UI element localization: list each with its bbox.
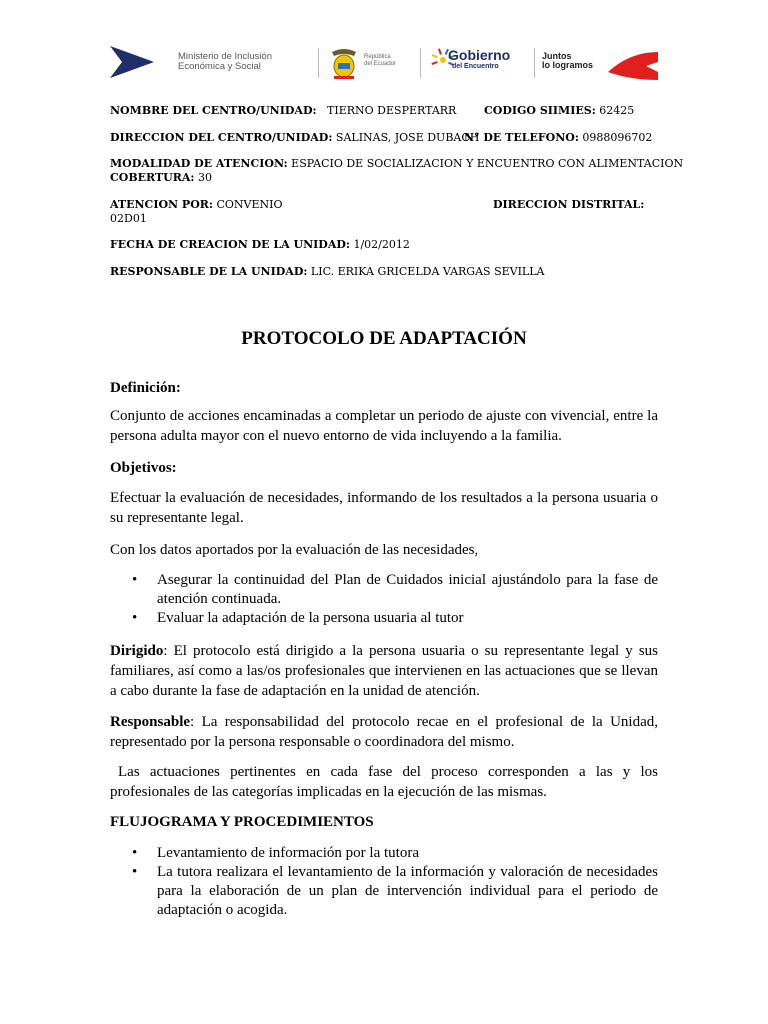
logo-divider (534, 48, 535, 78)
bullet-list-procedimientos (110, 844, 658, 920)
definicion-text: Conjunto de acciones encaminadas a completar un periodo de ajuste con vivencial, entre la persona adulta mayor con el nuevo entorno de vida incluyendo a la familia. (110, 408, 658, 444)
atencion-field: ATENCION POR: CONVENIO (110, 198, 283, 211)
red-arrow-logo-icon (608, 50, 658, 80)
distrital-value: 02D01 (110, 212, 147, 225)
bullet-list-objetivos (110, 571, 658, 628)
header-logo-bar (100, 40, 670, 90)
direccion-field: DIRECCION DEL CENTRO/UNIDAD: SALINAS, JOSE DUBACH (110, 131, 480, 144)
logo-divider (318, 48, 319, 78)
responsable-paragraph: Responsable: La responsabilidad del protocolo recae en el profesional de la Unidad, representado por la persona responsable o coordinadora del mismo. (110, 714, 658, 750)
fecha-field: FECHA DE CREACION DE LA UNIDAD: 1/02/2012 (110, 238, 410, 251)
list-item: • Evaluar la adaptación de la persona usuaria al tutor (110, 609, 658, 628)
dirigido-paragraph: Dirigido: El protocolo está dirigido a la persona usuaria o su representante legal y sus familiares, así como a las/os profesionales que intervienen en las actuaciones que se llevan a cabo durante la fase de adaptación en la unidad de atención. (110, 643, 658, 699)
juntos-slogan: Juntos lo logramos (542, 51, 594, 70)
mies-logo-icon (108, 44, 156, 80)
logo-divider (420, 48, 421, 78)
list-item: • La tutora realizara el levantamiento de la información y valoración de necesidades para la elaboración de un plan de intervención individual para el periodo de adaptación o acogida. (110, 863, 658, 920)
responsable-unidad-field: RESPONSABLE DE LA UNIDAD: LIC. ERIKA GRICELDA VARGAS SEVILLA (110, 265, 545, 278)
datos-text: Con los datos aportados por la evaluación de las necesidades, (110, 542, 479, 558)
codigo-field: CODIGO SIIMIES: 62425 (484, 104, 635, 117)
objetivos-heading: Objetivos: (110, 460, 177, 476)
telefono-field: N° DE TELEFONO: 0988096702 (464, 131, 653, 144)
republic-name: República del Ecuador (364, 54, 397, 67)
actuaciones-paragraph: Las actuaciones pertinentes en cada fase del proceso corresponden a las y los profesionales de las categorías implicadas en la ejecución de las mismas. (110, 764, 658, 800)
document-title: PROTOCOLO DE ADAPTACIÓN (241, 328, 527, 349)
distrital-field: DIRECCION DISTRITAL: (493, 198, 645, 211)
cobertura-field: COBERTURA: 30 (110, 171, 212, 184)
list-item: • Levantamiento de información por la tutora (110, 844, 658, 863)
centro-field: NOMBRE DEL CENTRO/UNIDAD: TIERNO DESPERTARR (110, 104, 457, 117)
ecuador-seal-icon (328, 46, 360, 82)
definicion-heading: Definición: (110, 380, 181, 396)
modalidad-field: MODALIDAD DE ATENCION: ESPACIO DE SOCIALIZACION Y ENCUENTRO CON ALIMENTACION (110, 157, 684, 170)
ministry-name: Ministerio de Inclusión Económica y Social (178, 51, 272, 72)
list-item: • Asegurar la continuidad del Plan de Cuidados inicial ajustándolo para la fase de atención continuada. (110, 571, 658, 609)
flujograma-heading: FLUJOGRAMA Y PROCEDIMIENTOS (110, 814, 374, 830)
objetivos-text: Efectuar la evaluación de necesidades, informando de los resultados a la persona usuaria o su representante legal. (110, 490, 658, 526)
gobierno-logo: Gobierno del Encuentro (448, 47, 511, 70)
